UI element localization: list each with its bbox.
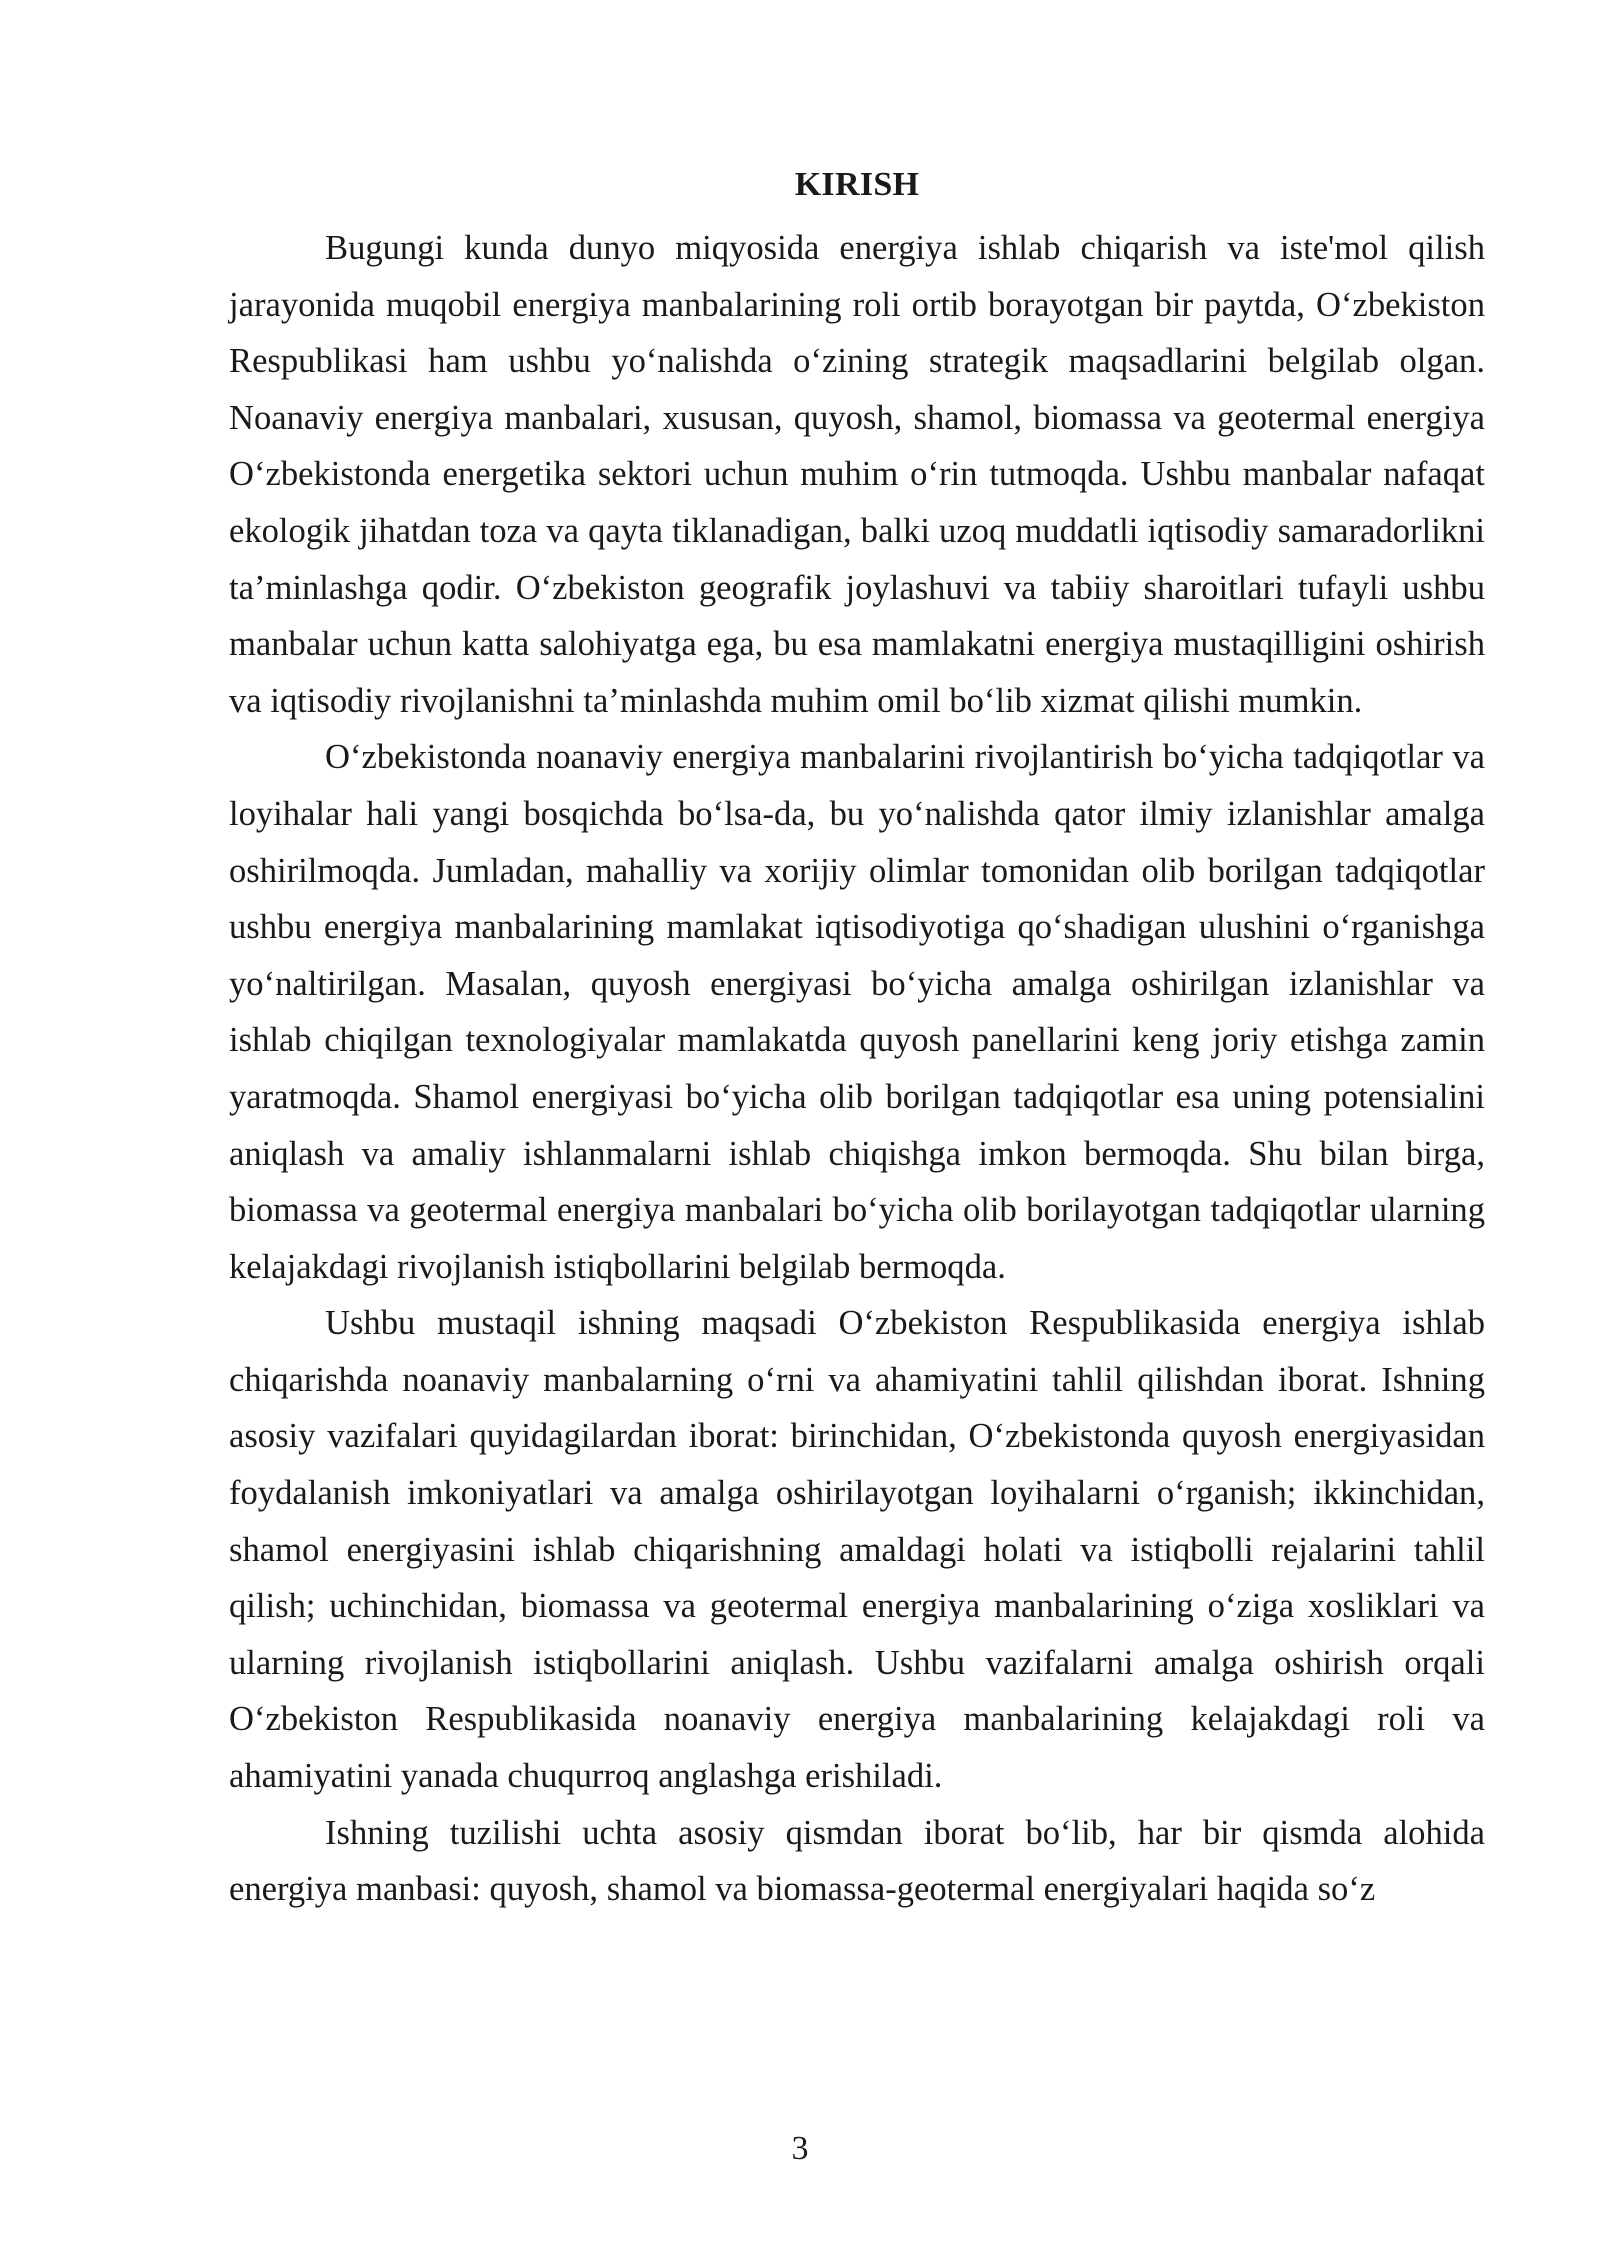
page-number: 3 bbox=[791, 2130, 809, 2167]
paragraph-3: Ushbu mustaqil ishning maqsadi O‘zbekiston Respublikasida energiya ishlab chiqarishda noanaviy manbalarning o‘rni va ahamiyatini tahlil qilishdan iborat. Ishning asosiy vazifalari quyidagilardan iborat: birinchidan, O‘zbekistonda quyosh energiyasidan foydalanish imkoniyatlari va amalga oshirilayotgan loyihalarni o‘rganish; ikkinchidan, shamol energiyasini ishlab chiqarishning amaldagi holati va istiqbolli rejalarini tahlil qilish; uchinchidan, biomassa va geotermal energiya manbalarining o‘ziga xosliklari va ularning rivojlanish istiqbollarini aniqlash. Ushbu vazifalarni amalga oshirish orqali O‘zbekiston Respublikasida noanaviy energiya manbalarining kelajakdagi roli va ahamiyatini yanada chuqurroq anglashga erishiladi. bbox=[229, 1304, 1485, 1796]
paragraph-4: Ishning tuzilishi uchta asosiy qismdan iborat bo‘lib, har bir qismda alohida energiya manbasi: quyosh, shamol va biomassa-geotermal energiyalari haqida so‘z bbox=[229, 1813, 1485, 1909]
paragraph-2: O‘zbekistonda noanaviy energiya manbalarini rivojlantirish bo‘yicha tadqiqotlar va loyihalar hali yangi bosqichda bo‘lsa-da, bu yo‘nalishda qator ilmiy izlanishlar amalga oshirilmoqda. Jumladan, mahalliy va xorijiy olimlar tomonidan olib borilgan tadqiqotlar ushbu energiya manbalarining mamlakat iqtisodiyotiga qo‘shadigan ulushini o‘rganishga yo‘naltirilgan. Masalan, quyosh energiyasi bo‘yicha amalga oshirilgan izlanishlar va ishlab chiqilgan texnologiyalar mamlakatda quyosh panellarini keng joriy etishga zamin yaratmoqda. Shamol energiyasi bo‘yicha olib borilgan tadqiqotlar esa uning potensialini aniqlash va amaliy ishlanmalarni ishlab chiqishga imkon bermoqda. Shu bilan birga, biomassa va geotermal energiya manbalari bo‘yicha olib borilayotgan tadqiqotlar ularning kelajakdagi rivojlanish istiqbollarini belgilab bermoqda. bbox=[229, 738, 1485, 1286]
page-content bbox=[229, 160, 1485, 1918]
paragraph-1: Bugungi kunda dunyo miqyosida energiya ishlab chiqarish va iste'mol qilish jarayonida muqobil energiya manbalarining roli ortib borayotgan bir paytda, O‘zbekiston Respublikasi ham ushbu yo‘nalishda o‘zining strategik maqsadlarini belgilab olgan. Noanaviy energiya manbalari, xususan, quyosh, shamol, biomassa va geotermal energiya O‘zbekistonda energetika sektori uchun muhim o‘rin tutmoqda. Ushbu manbalar nafaqat ekologik jihatdan toza va qayta tiklanadigan, balki uzoq muddatli iqtisodiy samaradorlikni ta’minlashga qodir. O‘zbekiston geografik joylashuvi va tabiiy sharoitlari tufayli ushbu manbalar uchun katta salohiyatga ega, bu esa mamlakatni energiya mustaqilligini oshirish va iqtisodiy rivojlanishni ta’minlashda muhim omil bo‘lib xizmat qilishi mumkin. bbox=[229, 229, 1485, 720]
section-title: KIRISH bbox=[794, 166, 920, 203]
